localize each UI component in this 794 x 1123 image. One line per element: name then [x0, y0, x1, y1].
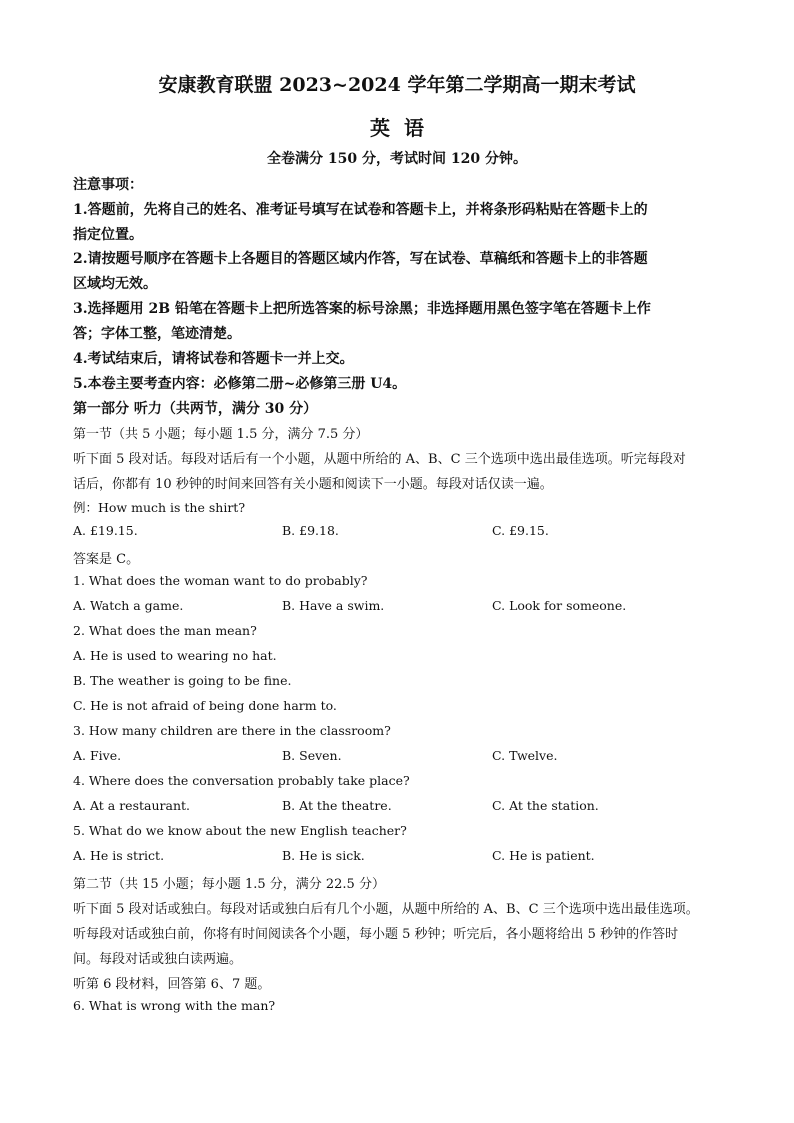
- option: B. At the theatre.: [282, 798, 392, 813]
- notice-line: 3.选择题用 2B 铅笔在答题卡上把所选答案的标号涂黑；非选择题用黑色签字笔在答题卡上作: [73, 301, 651, 317]
- part1-heading: 第一部分 听力（共两节，满分 30 分）: [73, 401, 318, 417]
- section1-heading: 第一节（共 5 小题；每小题 1.5 分，满分 7.5 分）: [73, 427, 369, 442]
- notice-heading: 注意事项：: [73, 177, 143, 193]
- section2-heading: 第二节（共 15 小题；每小题 1.5 分，满分 22.5 分）: [73, 877, 385, 892]
- section1-instructions: 话后，你都有 10 秒钟的时间来回答有关小题和阅读下一小题。每段对话仅读一遍。: [73, 477, 553, 492]
- option: B. Have a swim.: [282, 598, 385, 613]
- option: A. £19.15.: [73, 523, 138, 538]
- notice-line: 1.答题前，先将自己的姓名、准考证号填写在试卷和答题卡上，并将条形码粘贴在答题卡上的: [73, 202, 648, 218]
- exam-subject: 英语: [370, 116, 438, 140]
- notice-line: 区域均无效。: [73, 276, 157, 292]
- question: 1. What does the woman want to do probably?: [73, 573, 368, 588]
- question: 5. What do we know about the new English teacher?: [73, 823, 407, 838]
- material-note: 听第 6 段材料，回答第 6、7 题。: [73, 977, 271, 992]
- question: 4. Where does the conversation probably take place?: [73, 773, 410, 788]
- option: C. He is patient.: [492, 848, 595, 863]
- option: C. He is not afraid of being done harm to.: [73, 698, 337, 713]
- full-score-note: 全卷满分 150 分，考试时间 120 分钟。: [267, 151, 527, 167]
- option: A. Watch a game.: [73, 598, 184, 613]
- section2-instructions: 间。每段对话或独白读两遍。: [73, 952, 243, 967]
- question: 3. How many children are there in the classroom?: [73, 723, 391, 738]
- option: C. Look for someone.: [492, 598, 627, 613]
- notice-line: 4.考试结束后，请将试卷和答题卡一并上交。: [73, 351, 354, 367]
- question: 6. What is wrong with the man?: [73, 998, 276, 1013]
- example-question: 例：How much is the shirt?: [73, 500, 246, 515]
- notice-line: 2.请按题号顺序在答题卡上各题目的答题区域内作答，写在试卷、草稿纸和答题卡上的非答题: [73, 251, 648, 267]
- option: B. He is sick.: [282, 848, 365, 863]
- option: A. At a restaurant.: [73, 798, 190, 813]
- notice-line: 5.本卷主要考查内容：必修第二册~必修第三册 U4。: [73, 376, 407, 392]
- option: B. The weather is going to be fine.: [73, 673, 292, 688]
- section2-instructions: 听下面 5 段对话或独白。每段对话或独白后有几个小题，从题中所给的 A、B、C 三个选项中选出最佳选项。: [73, 902, 699, 917]
- option: B. Seven.: [282, 748, 342, 763]
- notice-line: 指定位置。: [73, 227, 143, 243]
- section2-instructions: 听每段对话或独白前，你将有时间阅读各个小题，每小题 5 秒钟；听完后，各小题将给出 5 秒钟的作答时: [73, 927, 679, 942]
- option: A. Five.: [73, 748, 122, 763]
- option: C. At the station.: [492, 798, 599, 813]
- section1-instructions: 听下面 5 段对话。每段对话后有一个小题，从题中所给的 A、B、C 三个选项中选出最佳选项。听完每段对: [73, 452, 686, 467]
- option: C. Twelve.: [492, 748, 558, 763]
- notice-line: 答；字体工整，笔迹清楚。: [73, 326, 241, 342]
- example-answer: 答案是 C。: [73, 552, 140, 567]
- option: A. He is strict.: [73, 848, 165, 863]
- option: B. £9.18.: [282, 523, 339, 538]
- option: C. £9.15.: [492, 523, 549, 538]
- question: 2. What does the man mean?: [73, 623, 257, 638]
- exam-title: 安康教育联盟 2023~2024 学年第二学期高一期末考试: [158, 74, 636, 96]
- option: A. He is used to wearing no hat.: [73, 648, 277, 663]
